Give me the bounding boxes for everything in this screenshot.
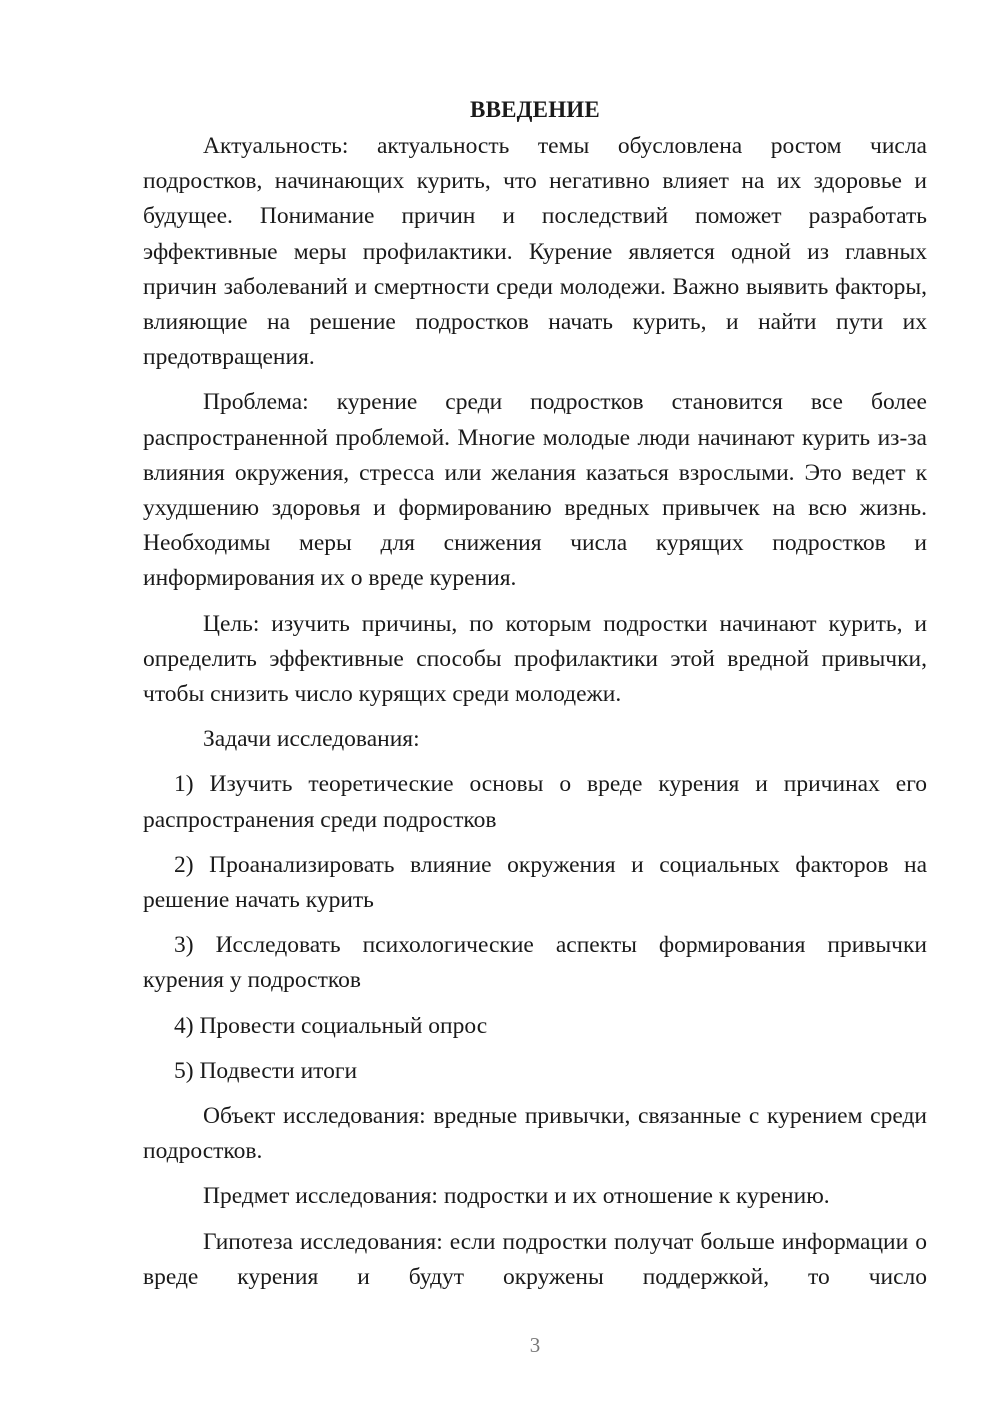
goal-paragraph: Цель: изучить причины, по которым подростки начинают курить, и определить эффективные способы профилактики этой вредной привычки, чтобы снизить число курящих среди молодежи. — [143, 610, 927, 708]
subject-paragraph: Предмет исследования: подростки и их отношение к курению. — [203, 1183, 830, 1210]
hypothesis-paragraph: Гипотеза исследования: если подростки получат больше информации о вреде курения и будут окружены поддержкой, то число — [143, 1228, 927, 1290]
problem-paragraph: Проблема: курение среди подростков становится все более распространенной проблемой. Многие молодые люди начинают курить из-за влияния окружения, стресса или желания казаться взрослыми. Это ведет к ухудшению здоровья и формированию вредных привычек на всю жизнь. Необходимы меры для снижения числа курящих подростков и информирования их о вреде курения. — [143, 389, 927, 592]
task-item-3: 3) Исследовать психологические аспекты формирования привычки курения у подростков — [143, 932, 927, 994]
page-content — [143, 92, 927, 1295]
page-number: 3 — [529, 1333, 541, 1357]
task-item-1: 1) Изучить теоретические основы о вреде курения и причинах его распространения среди подростков — [143, 771, 927, 833]
object-paragraph: Объект исследования: вредные привычки, связанные с курением среди подростков. — [143, 1103, 927, 1165]
task-item-2: 2) Проанализировать влияние окружения и социальных факторов на решение начать курить — [143, 851, 927, 914]
tasks-heading: Задачи исследования: — [203, 726, 420, 753]
task-item-5: 5) Подвести итоги — [174, 1057, 358, 1084]
task-item-4: 4) Провести социальный опрос — [174, 1012, 488, 1039]
section-heading: ВВЕДЕНИЕ — [470, 97, 600, 122]
relevance-paragraph: Актуальность: актуальность темы обусловлена ростом числа подростков, начинающих курить, что негативно влияет на их здоровье и будущее. Понимание причин и последствий поможет разработать эффективные меры профилактики. Курение является одной из главных причин заболеваний и смертности среди молодежи. Важно выявить факторы, влияющие на решение подростков начать курить, и найти пути их предотвращения. — [143, 133, 927, 371]
